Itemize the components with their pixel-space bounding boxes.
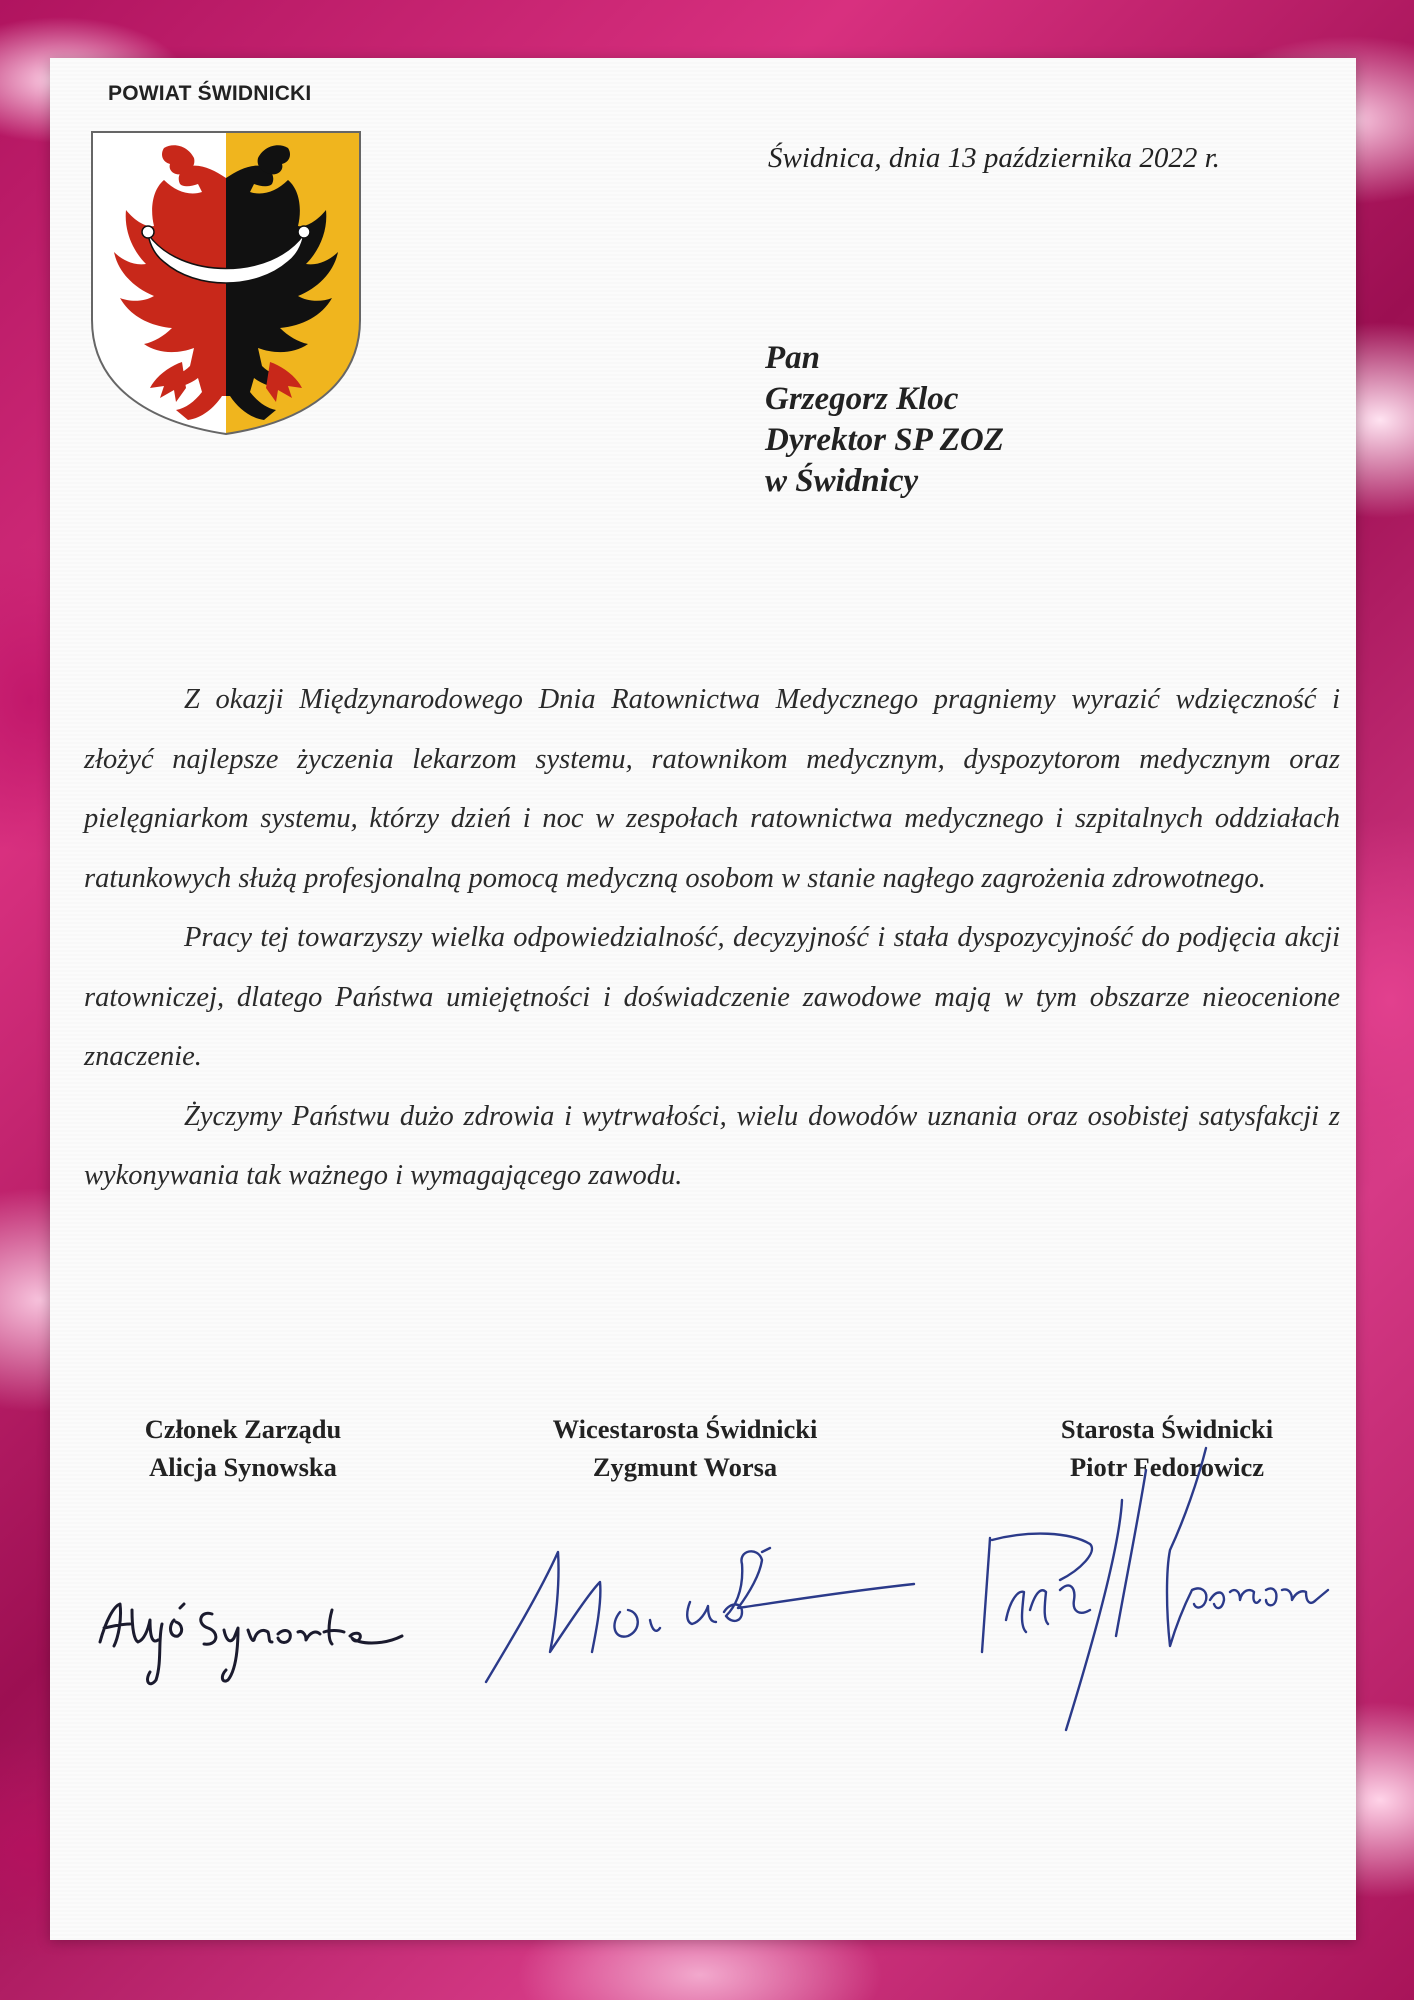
recipient-salutation: Pan [765,340,821,376]
signatory-name: Zygmunt Worsa [592,1452,778,1482]
signature-fedorowicz [970,1440,1340,1740]
institution-name: POWIAT ŚWIDNICKI [108,82,312,105]
body-paragraph: Z okazji Międzynarodowego Dnia Ratownictwa Medycznego pragniemy wyrazić wdzięczność i złożyć najlepsze życzenia lekarzom systemu, ratownikom medycznym, dyspozytorom medycznym oraz pielęgniarkom systemu, którzy dzień i noc w zespołach ratownictwa medycznego i szpitalnych oddziałach ratunkowych służą profesjonalną pomocą medyczną osobom w stanie nagłego zagrożenia zdrowotnego. [84,684,1340,894]
signature-worsa [480,1512,920,1692]
signatory-title: Wicestarosta Świdnicki [552,1414,818,1444]
body-paragraph: Życzymy Państwu dużo zdrowia i wytrwałości, wielu dowodów uznania oraz osobistej satysfakcji z wykonywania tak ważnego i wymagającego zawodu. [84,1100,1340,1191]
body-paragraph: Pracy tej towarzyszy wielka odpowiedzialność, decyzyjność i stała dyspozycyjność do podjęcia akcji ratowniczej, dlatego Państwa umiejętności i doświadczenie zawodowe mają w tym obszarze nieocenione znaczenie. [84,922,1340,1072]
recipient-block [765,338,1004,502]
letter-date: Świdnica, dnia 13 października 2022 r. [768,142,1220,174]
letter-body [84,670,1340,1206]
signatory-title: Starosta Świdnicki [1060,1414,1274,1444]
signatory-name: Alicja Synowska [149,1452,337,1482]
signature-synowska [92,1580,412,1690]
signatory-member-board [53,1410,433,1486]
coat-of-arms-icon [90,130,362,436]
recipient-location: w Świdnicy [765,463,919,499]
recipient-name: Grzegorz Kloc [765,381,959,417]
signatory-vice-starost [495,1410,875,1486]
recipient-position: Dyrektor SP ZOZ [765,422,1004,458]
signatory-title: Członek Zarządu [144,1414,342,1444]
signatory-name: Piotr Fedorowicz [1069,1452,1265,1482]
